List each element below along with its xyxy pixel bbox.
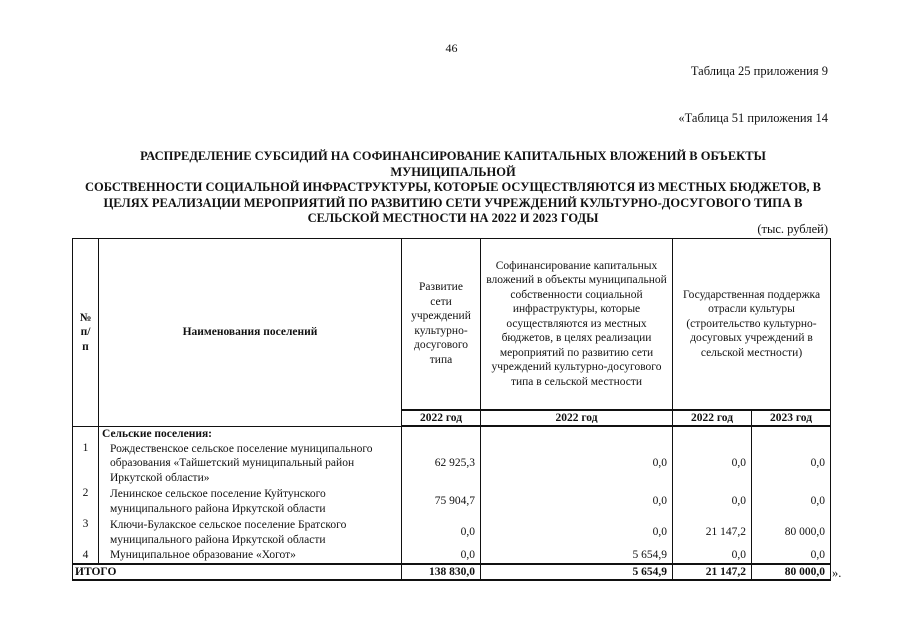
row-num: 4 — [73, 548, 99, 564]
page-number: 46 — [445, 41, 458, 55]
row-v2: 0,0 — [481, 441, 673, 486]
row-v3: 0,0 — [673, 441, 752, 486]
row-num: 1 — [73, 441, 99, 486]
header-col1: Развитие сети учреждений культурно-досугового типа — [402, 239, 481, 410]
total-row — [73, 564, 831, 581]
row-v4: 0,0 — [752, 441, 831, 486]
row-v2: 0,0 — [481, 486, 673, 517]
row-name: Рождественское сельское поселение муниципального образования «Тайшетский муниципальный район Иркутской области» — [99, 441, 402, 486]
total-label: ИТОГО — [73, 564, 402, 581]
row-num: 3 — [73, 517, 99, 548]
header-num: № п/п — [73, 239, 99, 427]
row-v3: 21 147,2 — [673, 517, 752, 548]
row-v3: 0,0 — [673, 486, 752, 517]
row-v1: 0,0 — [402, 517, 481, 548]
row-v1: 62 925,3 — [402, 441, 481, 486]
row-v3: 0,0 — [673, 548, 752, 564]
units-label: (тыс. рублей) — [757, 222, 828, 236]
table-row — [73, 517, 831, 548]
subsidy-table — [72, 238, 831, 581]
header-col2: Софинансирование капитальных вложений в объекты муниципальной собственности социальной инфраструктуры, которые осуществляются из местных бюджетов, в целях реализации мероприятий по развитию сети учреждений культурно-досугового типа в сельской местности — [481, 239, 673, 410]
closing-quote: ». — [832, 566, 842, 580]
title-line: СЕЛЬСКОЙ МЕСТНОСТИ НА 2022 И 2023 ГОДЫ — [307, 211, 599, 225]
row-v2: 0,0 — [481, 517, 673, 548]
row-name: Ключи-Булакское сельское поселение Братского муниципального района Иркутской области — [99, 517, 402, 548]
row-name: Муниципальное образование «Хогот» — [99, 548, 402, 564]
row-v1: 0,0 — [402, 548, 481, 564]
table-reference: «Таблица 51 приложения 14 — [678, 111, 828, 125]
section-row — [73, 426, 831, 441]
section-label: Сельские поселения: — [99, 426, 402, 441]
year-col3b: 2023 год — [752, 410, 831, 427]
total-v2: 5 654,9 — [481, 564, 673, 581]
row-v4: 0,0 — [752, 548, 831, 564]
total-v1: 138 830,0 — [402, 564, 481, 581]
appendix-reference: Таблица 25 приложения 9 — [690, 64, 828, 78]
table-row — [73, 441, 831, 486]
document-title — [78, 149, 828, 227]
year-col2: 2022 год — [481, 410, 673, 427]
total-v3: 21 147,2 — [673, 564, 752, 581]
table-row — [73, 486, 831, 517]
row-v1: 75 904,7 — [402, 486, 481, 517]
row-v4: 80 000,0 — [752, 517, 831, 548]
header-col3: Государственная поддержка отрасли культуры (строительство культурно-досуговых учреждений в сельской местности) — [673, 239, 831, 410]
table-row — [73, 548, 831, 564]
row-num: 2 — [73, 486, 99, 517]
year-col1: 2022 год — [402, 410, 481, 427]
row-name: Ленинское сельское поселение Куйтунского муниципального района Иркутской области — [99, 486, 402, 517]
header-name: Наименования поселений — [99, 239, 402, 427]
table-header-row — [73, 239, 831, 410]
title-line: СОБСТВЕННОСТИ СОЦИАЛЬНОЙ ИНФРАСТРУКТУРЫ, КОТОРЫЕ ОСУЩЕСТВЛЯЮТСЯ ИЗ МЕСТНЫХ БЮДЖЕТОВ, В — [85, 180, 821, 194]
title-line: РАСПРЕДЕЛЕНИЕ СУБСИДИЙ НА СОФИНАНСИРОВАНИЕ КАПИТАЛЬНЫХ ВЛОЖЕНИЙ В ОБЪЕКТЫ МУНИЦИПАЛЬНОЙ — [140, 149, 766, 179]
row-v4: 0,0 — [752, 486, 831, 517]
year-col3a: 2022 год — [673, 410, 752, 427]
row-v2: 5 654,9 — [481, 548, 673, 564]
total-v4: 80 000,0 — [752, 564, 831, 581]
title-line: ЦЕЛЯХ РЕАЛИЗАЦИИ МЕРОПРИЯТИЙ ПО РАЗВИТИЮ СЕТИ УЧРЕЖДЕНИЙ КУЛЬТУРНО-ДОСУГОВОГО ТИПА В — [103, 195, 803, 210]
